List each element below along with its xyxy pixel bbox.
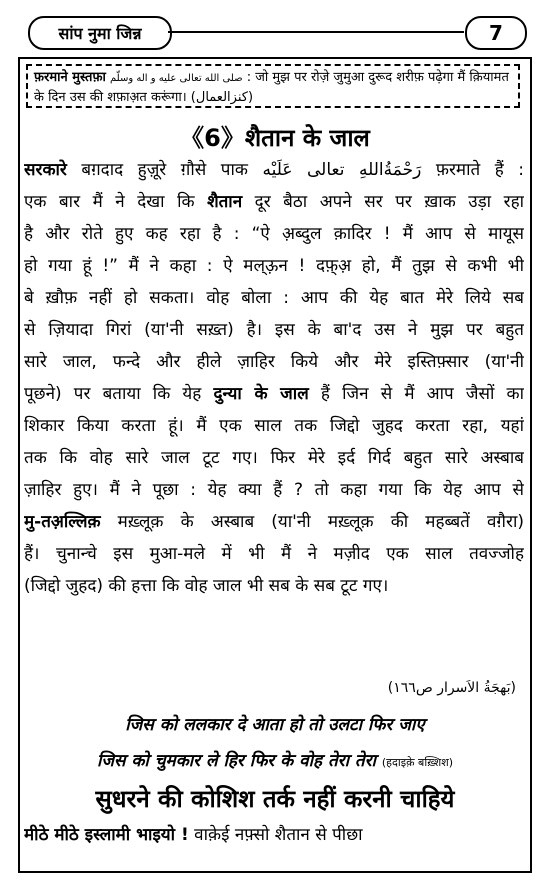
body-line-pre: हो गया हूं !” मैं ने कहा : ऐ मल्ऊ़न ! दफ़्अ़ हो, मैं तुझ से कभी भी xyxy=(24,256,524,276)
body-line-pre: बे ख़ौफ़ नहीं हो सकता। वोह बोला : आप की येह बात मेरे लिये सब xyxy=(24,288,524,308)
body-line xyxy=(24,186,524,218)
hadith-arabic-salutation: صلى الله تعالى عليه و اله وسلّم xyxy=(110,73,243,84)
body-line-post: बग़दाद हुज़ूरे ग़ौसे पाक رَحْمَةُاللهِ تعالى عَلَيْه फ़रमाते हैं : xyxy=(66,160,524,180)
section-title: 《6》शैतान के जाल xyxy=(180,124,370,152)
body-line-bold: शैतान xyxy=(207,192,243,212)
body-line-pre: से ज़ियादा गिरां (या'नी सख़्त) है। इस के बा'द उस ने मुझ पर बहुत xyxy=(24,320,524,340)
body-line-pre: एक बार मैं ने देखा कि xyxy=(24,192,208,212)
couplet-source: (हदाइक़े बख़्शिश) xyxy=(381,756,454,769)
couplet-line-2-text: जिस को चुमकार ले हिर फिर के वोह तेरा तेरा xyxy=(96,751,376,771)
body-line-post: दूर बैठा अपने सर पर ख़ाक उड़ा रहा xyxy=(242,192,524,212)
body-line-pre: सारे जाल, फन्दे और हीले ज़ाहिर किये और मेरे इस्तिफ़्सार (या'नी xyxy=(24,352,524,372)
body-line xyxy=(24,442,524,474)
body-line xyxy=(24,378,524,410)
hadith-box xyxy=(26,64,520,108)
body-line-pre: तक कि वोह सारे जाल टूट गए। फिर मेरे इर्द गिर्द बहुत सारे अस्बाब xyxy=(24,448,524,468)
body-line xyxy=(24,570,524,602)
body-text xyxy=(24,154,524,602)
body-line xyxy=(24,314,524,346)
hadith-text-line-2: के दिन उस की शफ़ाअ़त करूंगा। (کنزالعمال) xyxy=(34,90,254,105)
body-line xyxy=(24,346,524,378)
header-divider xyxy=(168,31,464,33)
couplet-line-2 xyxy=(0,748,550,771)
page-number: 7 xyxy=(465,16,527,50)
body-line xyxy=(24,506,524,538)
body-line-post: मख़्लूक़ के अस्बाब (या'नी मख़्लूक़ की महब्बतें वग़ैरा) xyxy=(100,512,524,532)
body-line-pre: है और रोते हुए कह रहा है : “ऐ अ़ब्दुल क़ादिर ! मैं आप से मायूस xyxy=(24,224,524,244)
body-line-bold: मु-तअ़ल्लिक़ xyxy=(24,512,101,532)
final-line-text: वाक़ेई नफ़्सो शैतान से पीछा xyxy=(188,825,363,845)
reference: (بَهجَةُ الاَسرار ص١٦٦) xyxy=(387,680,516,696)
final-line xyxy=(24,822,524,845)
body-line-pre: (जिद्दो जुहद) की हत्ता कि वोह जाल भी सब के सब टूट गए। xyxy=(24,576,389,596)
body-line xyxy=(24,218,524,250)
body-line-pre: ज़ाहिर हुए। मैं ने पूछा : येह क्या हैं ? तो कहा गया कि येह आप से xyxy=(24,480,524,500)
body-line xyxy=(24,538,524,570)
body-line-pre: पूछने) पर बताया कि येह xyxy=(24,384,214,404)
couplet-line-1: जिस को ललकार दे आता हो तो उलटा फिर जाए xyxy=(125,715,425,735)
hadith-text-line-1: : जो मुझ पर रोज़े जुमुआ दुरूद शरीफ़ पढ़ेगा मैं क़ियामत xyxy=(246,70,509,85)
body-line-pre: हैं। चुनान्चे इस मुआ-मले में भी मैं ने मज़ीद एक साल तवज्जोह xyxy=(24,544,524,564)
body-line-bold: सरकारे xyxy=(24,160,67,180)
sub-heading: सुधरने की कोशिश तर्क नहीं करनी चाहिये xyxy=(95,785,455,813)
body-line xyxy=(24,474,524,506)
body-line-bold: दुन्या के जाल xyxy=(213,384,309,404)
hadith-lead: फ़रमाने मुस्तफ़ा xyxy=(34,70,106,85)
book-title: सांप नुमा जिन्न xyxy=(28,16,172,50)
body-line-pre: शिकार किया करता हूं। मैं एक साल तक जिद्दो जुहद करता रहा, यहां xyxy=(24,416,524,436)
body-line xyxy=(24,250,524,282)
body-line-post: हैं जिन से मैं आप जैसों का xyxy=(308,384,524,404)
body-line xyxy=(24,410,524,442)
final-line-bold: मीठे मीठे इस्लामी भाइयो ! xyxy=(24,825,189,845)
body-line xyxy=(24,282,524,314)
body-line xyxy=(24,154,524,186)
